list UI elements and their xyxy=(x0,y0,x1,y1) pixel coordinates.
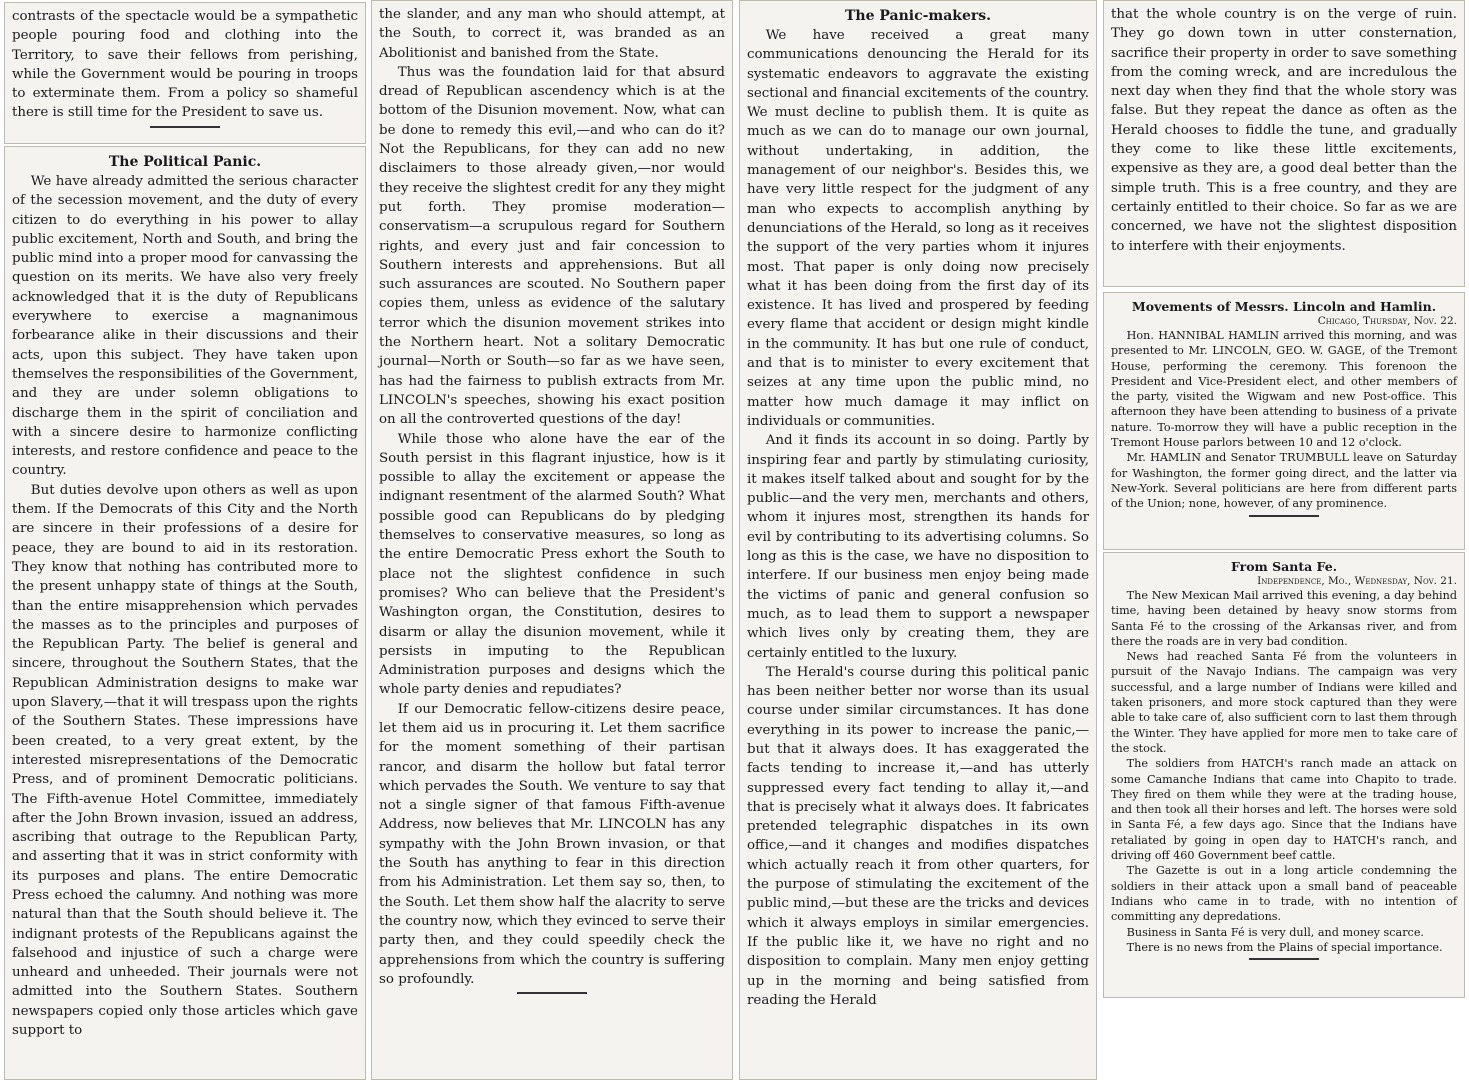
paragraph: There is no news from the Plains of special importance. xyxy=(1126,940,1443,954)
paragraph: But duties devolve upon others as well as upon them. If the Democrats of this City and the North are sincere in their professions of a desire for peace, they are bound to aid in its restoration. They know that nothing has contributed more to the present unhappy state of things at the South, than the entire misapprehension which pervades the masses as to the principles and purposes of the Republican Party. The belief is general and sincere, throughout the Southern States, that the Republican Administration designs to make war upon Slavery,—that it will trespass upon the rights of the Southern States. These impressions have been created, to a very great extent, by the interested misrepresentations of the Democratic Press, and of prominent Democratic politicians. The Fifth-avenue Hotel Committee, immediately after the John Brown invasion, issued an address, ascribing that outrage to the Republican Party, and asserting that it was in strict conformity with its purposes and plans. The entire Democratic Press echoed the calumny. And nothing was more natural than that the South should believe it. The indignant protests of the Republicans against the falsehood and injustice of such a charge were unheard and unheeded. Their journals were not admitted into the Southern States. Southern newspapers copied only those articles which gave support to xyxy=(12,482,358,1039)
paragraph: contrasts of the spectacle would be a sympathetic people pouring food and clothing into the Territory, to save their fellows from perishing, while the Government would be pouring in troops to exterminate them. From a policy so shameful there is still time for the President to save us. xyxy=(12,9,358,121)
paragraph: Mr. HAMLIN and Senator TRUMBULL leave on Saturday for Washington, the former going direct, and the latter via New-York. Several politicians are here from different parts of the Union; none, however, of any prominence. xyxy=(1111,451,1457,511)
clipping-col1-top xyxy=(4,2,366,144)
paragraph: Hon. HANNIBAL HAMLIN arrived this morning, and was presented to Mr. LINCOLN, GEO. W. GAGE, of the Tremont House, performing the ceremony. This forenoon the President and Vice-President elect, and other members of the party, visited the Wigwam and new Post-office. This afternoon they have been attending to business of a private nature. To-morrow they will have a public reception in the Tremont House parlors between 10 and 12 o'clock. xyxy=(1111,329,1457,450)
clipping-political-panic xyxy=(4,146,366,1080)
paragraph: And it finds its account in so doing. Partly by inspiring fear and partly by stimulating curiosity, it makes itself talked about and sought for by the public—and the very men, merchants and others, whom it injures most, strengthen its hands for evil by contributing to its advertising columns. So long as this is the case, we have no disposition to interfere. If our business men enjoy being made the victims of panic and general confusion so much, as to lead them to support a newspaper which lives only by creating them, they are certainly entitled to the luxury. xyxy=(747,433,1089,661)
paragraph: While those who alone have the ear of the South persist in this flagrant injustice, how is it possible to allay the excitement or appease the indignant resentment of the alarmed South? What possible good can Republicans do by pledging themselves to conservative measures, so long as the entire Democratic Press exhort the South to place not the slightest confidence in such promises? Who can believe that the President's Washington organ, the Constitution, desires to disarm or allay the disunion movement, while it persists in imputing to the Republican Administration purposes and designs which the whole party denies and repudiates? xyxy=(379,431,725,698)
paragraph: We have already admitted the serious character of the secession movement, and the duty of every citizen to do everything in his power to allay public excitement, North and South, and bring the public mind into a proper mood for canvassing the question on its merits. We have also very freely acknowledged that it is the duty of Republicans everywhere to exercise a magnanimous forbearance alike in their discussions and their acts, upon this subject. They have taken upon themselves the responsibilities of the Government, and they are under solemn obligations to discharge them in the spirit of conciliation and with a sincere desire to harmonize conflicting interests, and restore confidence and peace to the country. xyxy=(12,174,358,479)
divider-rule xyxy=(150,126,220,128)
clipping-col4-top xyxy=(1103,0,1465,287)
clipping-panic-makers xyxy=(739,0,1097,1080)
clipping-santa-fe xyxy=(1103,552,1465,998)
dateline: Chicago, Thursday, Nov. 22. xyxy=(1317,315,1457,327)
paragraph: News had reached Santa Fé from the volunteers in pursuit of the Navajo Indians. The campaign was very successful, and a large number of Indians were killed and taken prisoners, and more stock captured than they were able to take care of, also sufficient corn to last them through the Winter. They have applied for more men to take care of the stock. xyxy=(1111,650,1457,755)
divider-rule xyxy=(1249,515,1319,517)
dateline: Independence, Mo., Wednesday, Nov. 21. xyxy=(1257,575,1457,587)
paragraph: Thus was the foundation laid for that absurd dread of Republican ascendency which is at the bottom of the Disunion movement. Now, what can be done to remedy this evil,—and who can do it? Not the Republicans, for they can add no new disclaimers to those already given,—nor would they receive the slightest credit for any they might put forth. They promise moderation—conservatism—a scrupulous regard for Southern rights, and every just and fair concession to Southern interests and apprehensions. But all such assurances are scouted. No Southern paper copies them, unless as evidence of the salutary terror which the disunion movement strikes into the Northern heart. Not a solitary Democratic journal—North or South—so far as we have seen, has had the fairness to publish extracts from Mr. LINCOLN's speeches, showing his exact position on all the controverted questions of the day! xyxy=(379,64,725,428)
paragraph: that the whole country is on the verge of ruin. They go down town in utter consternation, sacrifice their property in order to save something from the coming wreck, and are incredulous the next day when they find that the whole story was false. But they repeat the dance as often as the Herald chooses to fiddle the tune, and gradually they come to like these little excitements, expensive as they are, a good deal better than the simple truth. This is a free country, and they are certainly entitled to their choice. So far as we are concerned, we have not the slightest disposition to interfere with their enjoyments. xyxy=(1111,7,1457,254)
paragraph: The soldiers from HATCH's ranch made an attack on some Camanche Indians that came into Chapito to trade. They fired on them while they were at the trading house, and then took all their horses and left. The horses were sold in Santa Fé, a few days ago. Since that the Indians have retaliated by going in open day to HATCH's ranch, and driving off 460 Government beef cattle. xyxy=(1111,757,1457,863)
clipping-col2 xyxy=(371,0,733,1080)
article-headline: The Political Panic. xyxy=(108,154,262,170)
paragraph: If our Democratic fellow-citizens desire peace, let them aid us in procuring it. Let them sacrifice for the moment something of their partisan rancor, and disarm the hollow but fatal terror which pervades the South. We venture to say that not a single signer of that famous Fifth-avenue Address, now believes that Mr. LINCOLN has any sympathy with the John Brown invasion, or that the South has anything to fear in this direction from his Administration. Let them say so, then, to the South. Let them show half the alacrity to serve the country now, which they evinced to serve their party then, and they could speedily check the apprehensions from which the country is suffering so profoundly. xyxy=(379,701,725,987)
paragraph: the slander, and any man who should attempt, at the South, to correct it, was branded as an Abolitionist and banished from the State. xyxy=(379,7,725,61)
divider-rule xyxy=(517,992,587,994)
paragraph: The New Mexican Mail arrived this evening, a day behind time, having been detained by heavy snow storms from Santa Fé to the crossing of the Arkansas river, and from there the roads are in very bad condition. xyxy=(1111,589,1457,648)
paragraph: We have received a great many communications denouncing the Herald for its systematic endeavors to aggravate the existing sectional and financial excitements of the country. We must decline to publish them. It is quite as much as we can do to manage our own journal, without undertaking, in addition, the management of our neighbor's. Besides this, we have very little respect for the judgment of any man who expects to accomplish anything by denunciations of the Herald, so long as it receives the support of the very parties whom it injures most. That paper is only doing now precisely what it has been doing from the first day of its existence. It has lived and prospered by feeding every flame that accident or design might kindle in the community. It has but one rule of conduct, and that is to minister to every excitement that seizes at any time upon the public mind, no matter how much damage it may inflict on individuals or communities. xyxy=(747,28,1089,429)
paragraph: The Herald's course during this political panic has been neither better nor worse than its usual course under similar circumstances. It has done everything in its power to increase the panic,—but that it always does. It has exaggerated the facts tending to increase it,—and has utterly suppressed every fact tending to allay it,—and that is precisely what it always does. It fabricates pretended telegraphic dispatches in its own office,—and it changes and modifies dispatches which actually reach it from other quarters, for the purpose of stimulating the excitement of the public mind,—but these are the tricks and devices which it always employs in similar emergencies. If the public like it, we have no right and no disposition to complain. Many men enjoy getting up in the morning and being satisfied from reading the Herald xyxy=(747,664,1089,1008)
clipping-lincoln-hamlin xyxy=(1103,292,1465,550)
divider-rule xyxy=(1249,958,1319,960)
paragraph: Business in Santa Fé is very dull, and money scarce. xyxy=(1126,925,1424,939)
article-headline: Movements of Messrs. Lincoln and Hamlin. xyxy=(1131,299,1437,314)
article-headline: From Santa Fe. xyxy=(1230,559,1338,574)
article-headline: The Panic-makers. xyxy=(844,8,992,24)
paragraph: The Gazette is out in a long article condemning the soldiers in their attack upon a small band of peaceable Indians who came in to trade, with no intention of committing any depredations. xyxy=(1111,864,1457,924)
